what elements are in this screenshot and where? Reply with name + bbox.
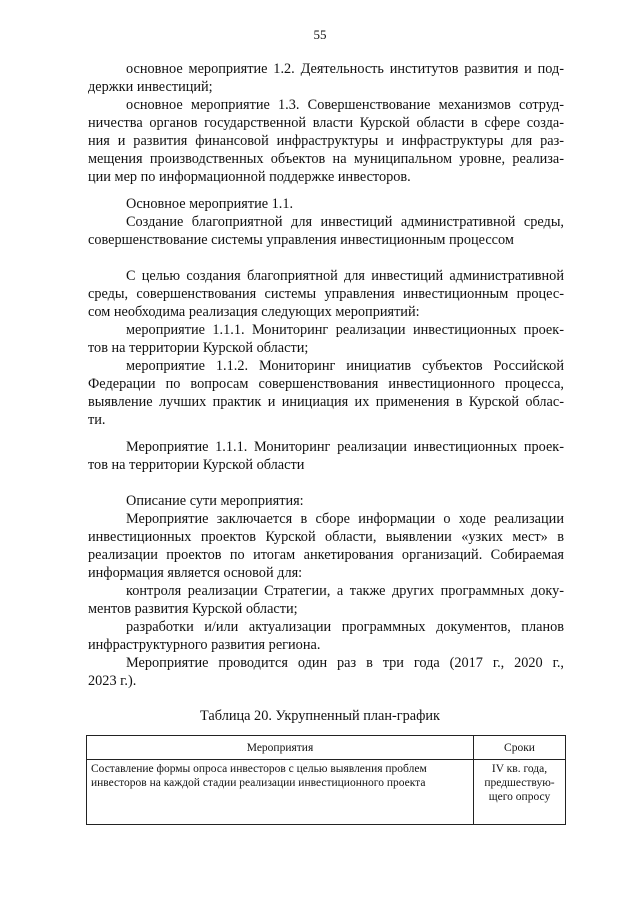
- text-line: инфраструктурного развития региона.: [88, 637, 321, 653]
- section-heading: совершенствование системы управления инвестиционным процессом: [88, 232, 514, 248]
- text-line: Мероприятие заключается в сборе информации о ходе реализации: [126, 511, 564, 527]
- plan-table: [86, 735, 566, 825]
- text-line: Мероприятие проводится один раз в три года (2017 г., 2020 г.,: [126, 655, 564, 671]
- text-line: реализации проектов по итогам анкетирования организаций. Собираемая: [88, 547, 564, 563]
- text-line: тов на территории Курской области;: [88, 340, 309, 356]
- section-heading: Мероприятие 1.1.1. Мониторинг реализации инвестиционных проек-: [126, 439, 564, 455]
- text-line: 2023 г.).: [88, 673, 137, 689]
- table-row: [87, 760, 566, 825]
- text-line: основное мероприятие 1.2. Деятельность институтов развития и под-: [126, 61, 564, 77]
- text-line: информация является основой для:: [88, 565, 303, 581]
- text-line: ния и развития финансовой инфраструктуры и инфраструктуры для раз-: [88, 133, 564, 149]
- text-line: мероприятие 1.1.2. Мониторинг инициатив субъектов Российской: [126, 358, 564, 374]
- section-heading: Создание благоприятной для инвестиций административной среды,: [126, 214, 564, 230]
- text-line: выявление лучших практик и инициация их применения в Курской облас-: [88, 394, 564, 410]
- text-line: Описание сути мероприятия:: [126, 493, 304, 509]
- table-caption: Таблица 20. Укрупненный план-график: [200, 708, 440, 724]
- text-line: сом необходима реализация следующих мероприятий:: [88, 304, 420, 320]
- text-line: мероприятие 1.1.1. Мониторинг реализации инвестиционных проек-: [126, 322, 564, 338]
- section-heading: тов на территории Курской области: [88, 457, 305, 473]
- table-header-row: [87, 736, 566, 760]
- table-cell-event: Составление формы опроса инвесторов с целью выявления проблем инвесторов на каждой стадии реализации инвестиционного проекта: [87, 760, 474, 825]
- section-heading: Основное мероприятие 1.1.: [126, 196, 294, 212]
- column-header-events: Мероприятия: [87, 736, 474, 760]
- text-line: среды, совершенствования системы управления инвестиционным процес-: [88, 286, 564, 302]
- text-line: держки инвестиций;: [88, 79, 213, 95]
- text-line: ничества органов государственной власти Курской области в сфере созда-: [88, 115, 564, 131]
- text-line: Федерации по вопросам совершенствования инвестиционного процесса,: [88, 376, 564, 392]
- text-line: ции мер по информационной поддержке инвесторов.: [88, 169, 411, 185]
- text-line: С целью создания благоприятной для инвестиций административной: [126, 268, 564, 284]
- table-cell-term: IV кв. года, предшествую-щего опросу: [474, 760, 566, 825]
- text-line: инвестиционных проектов Курской области, выявлении «узких мест» в: [88, 529, 564, 545]
- text-line: контроля реализации Стратегии, а также других программных доку-: [126, 583, 564, 599]
- page-number: 55: [313, 27, 327, 42]
- text-line: мещения производственных объектов на муниципальном уровне, реализа-: [88, 151, 564, 167]
- column-header-terms: Сроки: [474, 736, 566, 760]
- text-line: основное мероприятие 1.3. Совершенствование механизмов сотруд-: [126, 97, 564, 113]
- text-line: ментов развития Курской области;: [88, 601, 298, 617]
- text-line: разработки и/или актуализации программных документов, планов: [126, 619, 564, 635]
- text-line: ти.: [88, 412, 106, 428]
